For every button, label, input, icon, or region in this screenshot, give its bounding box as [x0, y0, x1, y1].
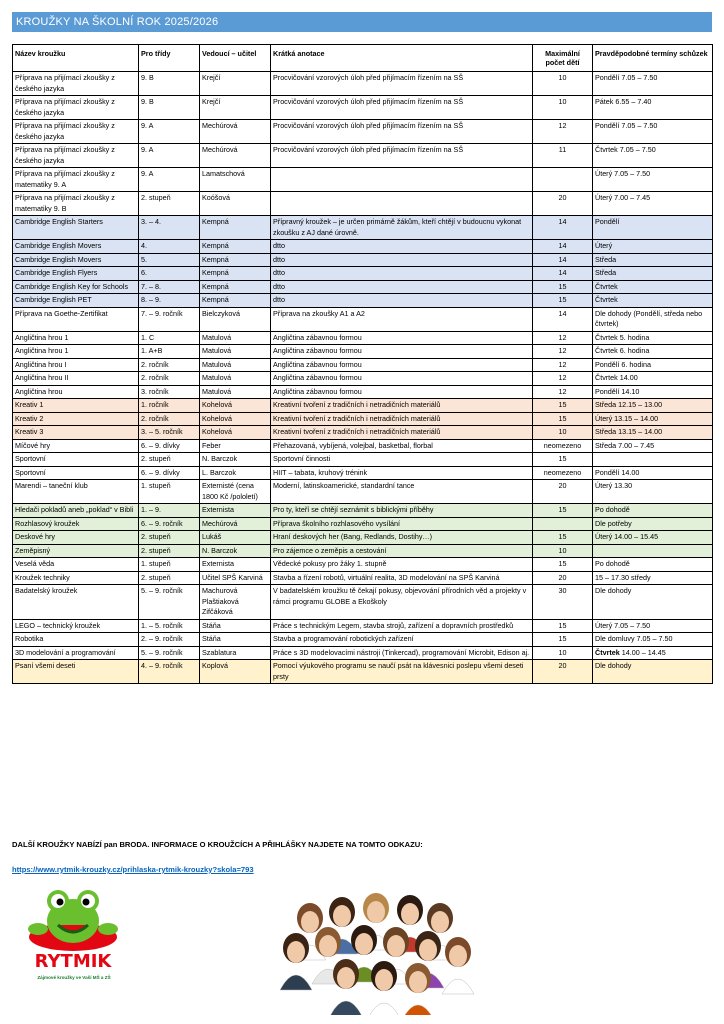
table-row [13, 504, 713, 518]
cell-name: Angličtina hrou 1 [13, 331, 139, 345]
cell-leader: Mechúrová [200, 517, 271, 531]
cell-grades: 3. ročník [139, 385, 200, 399]
cell-grades: 9. A [139, 144, 200, 168]
header-name: Název kroužku [13, 45, 139, 72]
cell-name: Psaní všemi deseti [13, 660, 139, 684]
cell-leader: Matulová [200, 385, 271, 399]
cell-terms: Pondělí 7.05 – 7.50 [593, 72, 713, 96]
cell-name: Kroužek techniky [13, 571, 139, 585]
cell-name: Cambridge English PET [13, 294, 139, 308]
cell-annotation: Procvičování vzorových úloh před přijímacím řízením na SŠ [271, 72, 533, 96]
table-row [13, 120, 713, 144]
cell-name: Cambridge English Movers [13, 240, 139, 254]
cell-annotation: Pro ty, kteří se chtějí seznámit s biblickými příběhy [271, 504, 533, 518]
cell-leader: Kempná [200, 240, 271, 254]
table-row [13, 331, 713, 345]
frog-mascot-icon [18, 885, 128, 955]
cell-grades: 6. – 9. dívky [139, 439, 200, 453]
cell-max: 15 [533, 633, 593, 647]
table-row [13, 168, 713, 192]
cell-annotation: Angličtina zábavnou formou [271, 358, 533, 372]
cell-name: LEGO – technický kroužek [13, 619, 139, 633]
logo-tagline: Zájmové kroužky ve Vaší MŠ a ZŠ [37, 975, 111, 980]
cell-grades: 4. – 9. ročník [139, 660, 200, 684]
cell-name: Sportovní [13, 466, 139, 480]
table-row [13, 517, 713, 531]
header-leader: Vedoucí – učitel [200, 45, 271, 72]
cell-leader: Lukáš [200, 531, 271, 545]
cell-annotation: Příprava na zkoušky A1 a A2 [271, 307, 533, 331]
table-row [13, 216, 713, 240]
cell-name: Rozhlasový kroužek [13, 517, 139, 531]
cell-grades: 3. – 5. ročník [139, 426, 200, 440]
cell-grades: 7. – 8. [139, 280, 200, 294]
cell-terms: Dle domluvy 7.05 – 7.50 [593, 633, 713, 647]
group-photo [272, 880, 477, 1015]
cell-leader: Externisté (cena 1800 Kč /pololetí) [200, 480, 271, 504]
cell-name: Míčové hry [13, 439, 139, 453]
cell-leader: Feber [200, 439, 271, 453]
table-row [13, 558, 713, 572]
cell-max: 15 [533, 294, 593, 308]
page-banner [12, 12, 712, 32]
table-row [13, 585, 713, 620]
cell-annotation: Stavba a programování robotických zařízení [271, 633, 533, 647]
table-row [13, 633, 713, 647]
logo-wordmark: RYTMIK [34, 951, 112, 972]
cell-max: 20 [533, 480, 593, 504]
cell-annotation: Angličtina zábavnou formou [271, 385, 533, 399]
cell-max [533, 517, 593, 531]
cell-name: Badatelský kroužek [13, 585, 139, 620]
cell-grades: 2. stupeň [139, 192, 200, 216]
cell-grades: 5. – 9. ročník [139, 585, 200, 620]
cell-max: 11 [533, 144, 593, 168]
cell-max: 10 [533, 96, 593, 120]
cell-terms: Úterý 7.05 – 7.50 [593, 168, 713, 192]
cell-grades: 2. stupeň [139, 544, 200, 558]
cell-name: Příprava na přijímací zkoušky z českého jazyka [13, 72, 139, 96]
cell-max: 15 [533, 531, 593, 545]
table-row [13, 307, 713, 331]
cell-max: 12 [533, 358, 593, 372]
cell-name: Cambridge English Movers [13, 253, 139, 267]
cell-grades: 7. – 9. ročník [139, 307, 200, 331]
cell-grades: 2. ročník [139, 358, 200, 372]
cell-grades: 9. B [139, 96, 200, 120]
cell-grades: 1. – 9. [139, 504, 200, 518]
cell-terms: Úterý 7.05 – 7.50 [593, 619, 713, 633]
cell-terms: Pondělí 7.05 – 7.50 [593, 120, 713, 144]
cell-max: 10 [533, 426, 593, 440]
cell-annotation: dtto [271, 267, 533, 281]
cell-leader: Matulová [200, 345, 271, 359]
table-row [13, 267, 713, 281]
cell-leader: Matulová [200, 358, 271, 372]
table-row [13, 660, 713, 684]
cell-name: Marendi – taneční klub [13, 480, 139, 504]
header-max: Maximální počet dětí [533, 45, 593, 72]
header-annotation: Krátká anotace [271, 45, 533, 72]
cell-name: Kreativ 3 [13, 426, 139, 440]
cell-name: Příprava na přijímací zkoušky z českého jazyka [13, 120, 139, 144]
cell-annotation: dtto [271, 294, 533, 308]
cell-annotation: Pro zájemce o zeměpis a cestování [271, 544, 533, 558]
cell-terms: Čtvrtek 5. hodina [593, 331, 713, 345]
registration-link[interactable]: https://www.rytmik-krouzky.cz/prihlaska-rytmik-krouzky?skola=793 [12, 865, 254, 874]
cell-leader: Kempná [200, 280, 271, 294]
cell-leader: Koplová [200, 660, 271, 684]
cell-annotation [271, 192, 533, 216]
cell-terms: Středa 12.15 – 13.00 [593, 399, 713, 413]
cell-terms: Středa [593, 267, 713, 281]
table-row [13, 372, 713, 386]
cell-leader: Mechúrová [200, 144, 271, 168]
table-row [13, 72, 713, 96]
cell-grades: 5. – 9. ročník [139, 646, 200, 660]
cell-grades: 4. [139, 240, 200, 254]
cell-leader: Kohelová [200, 399, 271, 413]
cell-name: Deskové hry [13, 531, 139, 545]
cell-terms: Úterý 13.15 – 14.00 [593, 412, 713, 426]
rytmik-logo [18, 885, 128, 1000]
cell-annotation: Sportovní činnosti [271, 453, 533, 467]
cell-grades: 6. – 9. ročník [139, 517, 200, 531]
cell-max: 10 [533, 646, 593, 660]
cell-terms: Dle dohody [593, 660, 713, 684]
cell-max: 20 [533, 192, 593, 216]
cell-max: 12 [533, 385, 593, 399]
cell-grades: 2. ročník [139, 412, 200, 426]
cell-grades: 1. C [139, 331, 200, 345]
cell-terms: Dle dohody (Pondělí, středa nebo čtvrtek) [593, 307, 713, 331]
cell-terms: Čtvrtek 7.05 – 7.50 [593, 144, 713, 168]
cell-grades: 9. B [139, 72, 200, 96]
cell-annotation: Kreativní tvoření z tradičních i netradičních materiálů [271, 399, 533, 413]
cell-max: 30 [533, 585, 593, 620]
cell-name: 3D modelování a programování [13, 646, 139, 660]
cell-annotation: Vědecké pokusy pro žáky 1. stupně [271, 558, 533, 572]
cell-leader: Krejčí [200, 96, 271, 120]
table-header-row [13, 45, 713, 72]
cell-terms: Pátek 6.55 – 7.40 [593, 96, 713, 120]
cell-terms: Čtvrtek 6. hodina [593, 345, 713, 359]
cell-terms: Středa 7.00 – 7.45 [593, 439, 713, 453]
cell-leader: Bielczyková [200, 307, 271, 331]
table-row [13, 619, 713, 633]
cell-terms: Středa 13.15 – 14.00 [593, 426, 713, 440]
cell-max: 15 [533, 280, 593, 294]
cell-terms: Po dohodě [593, 504, 713, 518]
cell-terms: Úterý 13.30 [593, 480, 713, 504]
cell-name: Zeměpisný [13, 544, 139, 558]
header-grades: Pro třídy [139, 45, 200, 72]
table-row [13, 345, 713, 359]
cell-terms [593, 453, 713, 467]
cell-leader: Krejčí [200, 72, 271, 96]
table-row [13, 294, 713, 308]
cell-name: Veselá věda [13, 558, 139, 572]
cell-grades: 1. A+B [139, 345, 200, 359]
cell-name: Angličtina hrou [13, 385, 139, 399]
cell-name: Angličtina hrou I [13, 358, 139, 372]
cell-annotation: Angličtina zábavnou formou [271, 372, 533, 386]
cell-annotation: Přípravný kroužek – je určen primárně žákům, kteří chtějí v budoucnu vykonat zkoušku z AJ dané úrovně. [271, 216, 533, 240]
footer-note: DALŠÍ KROUŽKY NABÍZÍ pan BRODA. INFORMACE O KROUŽCÍCH A PŘIHLÁŠKY NAJDETE NA TOMTO ODKAZU: [12, 840, 423, 849]
cell-terms: Čtvrtek 14.00 [593, 372, 713, 386]
cell-max: 15 [533, 453, 593, 467]
cell-name: Příprava na přijímací zkoušky z matematiky 9. B [13, 192, 139, 216]
cell-max: 15 [533, 619, 593, 633]
cell-name: Kreativ 2 [13, 412, 139, 426]
table-row [13, 453, 713, 467]
cell-annotation: Angličtina zábavnou formou [271, 331, 533, 345]
cell-leader: Kempná [200, 253, 271, 267]
cell-max [533, 168, 593, 192]
cell-max: 20 [533, 660, 593, 684]
cell-grades: 8. – 9. [139, 294, 200, 308]
cell-name: Cambridge English Starters [13, 216, 139, 240]
table-row [13, 466, 713, 480]
table-row [13, 358, 713, 372]
cell-name: Kreativ 1 [13, 399, 139, 413]
cell-name: Příprava na přijímací zkoušky z českého jazyka [13, 96, 139, 120]
cell-annotation: Práce s technickým Legem, stavba strojů, zařízení a dopravních prostředků [271, 619, 533, 633]
cell-annotation: Příprava školního rozhlasového vysílání [271, 517, 533, 531]
cell-name: Hledači pokladů aneb „poklad“ v Bibli [13, 504, 139, 518]
group-photo-women-icon [272, 880, 477, 1015]
cell-terms: Dle potřeby [593, 517, 713, 531]
cell-annotation: Procvičování vzorových úloh před přijímacím řízením na SŠ [271, 144, 533, 168]
cell-leader: N. Barczok [200, 453, 271, 467]
header-terms: Pravděpodobné termíny schůzek [593, 45, 713, 72]
cell-grades: 1. stupeň [139, 480, 200, 504]
cell-max: 14 [533, 240, 593, 254]
cell-terms: Pondělí 14.10 [593, 385, 713, 399]
cell-annotation: dtto [271, 280, 533, 294]
cell-max: 12 [533, 372, 593, 386]
cell-terms: Pondělí 6. hodina [593, 358, 713, 372]
cell-annotation: Procvičování vzorových úloh před přijímacím řízením na SŠ [271, 96, 533, 120]
cell-max: 15 [533, 558, 593, 572]
table-row [13, 412, 713, 426]
cell-terms: Úterý 14.00 – 15.45 [593, 531, 713, 545]
cell-grades: 6. [139, 267, 200, 281]
cell-leader: Matulová [200, 331, 271, 345]
table-row [13, 399, 713, 413]
table-row [13, 426, 713, 440]
cell-grades: 2. ročník [139, 372, 200, 386]
cell-annotation: HIIT – tabata, kruhový trénink [271, 466, 533, 480]
cell-max: neomezeno [533, 439, 593, 453]
cell-max: 10 [533, 544, 593, 558]
cell-name: Příprava na Goethe-Zertifikat [13, 307, 139, 331]
cell-terms [593, 544, 713, 558]
cell-annotation: Přehazovaná, vybíjená, volejbal, basketbal, florbal [271, 439, 533, 453]
cell-annotation: Kreativní tvoření z tradičních i netradičních materiálů [271, 426, 533, 440]
cell-annotation: Hraní deskových her (Bang, Redlands, Dostihy…) [271, 531, 533, 545]
cell-leader: Kempná [200, 216, 271, 240]
cell-terms: Dle dohody [593, 585, 713, 620]
cell-grades: 6. – 9. dívky [139, 466, 200, 480]
cell-max: 14 [533, 307, 593, 331]
cell-name: Angličtina hrou II [13, 372, 139, 386]
cell-max: 14 [533, 253, 593, 267]
page-title: KROUŽKY NA ŠKOLNÍ ROK 2025/2026 [16, 16, 219, 28]
cell-annotation: dtto [271, 253, 533, 267]
cell-leader: Kempná [200, 294, 271, 308]
table-row [13, 240, 713, 254]
table-row [13, 385, 713, 399]
table-row [13, 646, 713, 660]
cell-annotation: Stavba a řízení robotů, virtuální realita, 3D modelování na SPŠ Karviná [271, 571, 533, 585]
cell-leader: Mechúrová [200, 120, 271, 144]
cell-annotation: dtto [271, 240, 533, 254]
cell-leader: Stáňa [200, 633, 271, 647]
table-row [13, 192, 713, 216]
cell-grades: 9. A [139, 120, 200, 144]
table-row [13, 96, 713, 120]
cell-leader: Externista [200, 504, 271, 518]
cell-name: Cambridge English Key for Schools [13, 280, 139, 294]
cell-annotation: Moderní, latinskoamerické, standardní tance [271, 480, 533, 504]
cell-grades: 9. A [139, 168, 200, 192]
cell-grades: 1. – 5. ročník [139, 619, 200, 633]
cell-terms: Úterý 7.00 – 7.45 [593, 192, 713, 216]
cell-terms: Čtvrtek [593, 294, 713, 308]
cell-terms: Čtvrtek [593, 280, 713, 294]
cell-terms: Pondělí [593, 216, 713, 240]
cell-terms: Po dohodě [593, 558, 713, 572]
cell-leader: Lamatschová [200, 168, 271, 192]
cell-terms: Pondělí 14.00 [593, 466, 713, 480]
cell-grades: 1. stupeň [139, 558, 200, 572]
cell-max: 10 [533, 72, 593, 96]
table-row [13, 144, 713, 168]
cell-grades: 2. stupeň [139, 453, 200, 467]
cell-name: Příprava na přijímací zkoušky z českého jazyka [13, 144, 139, 168]
table-row [13, 571, 713, 585]
cell-max: 15 [533, 412, 593, 426]
cell-terms: Úterý [593, 240, 713, 254]
table-row [13, 531, 713, 545]
cell-leader: Matulová [200, 372, 271, 386]
cell-leader: Machurová Plaštiaková Zifčáková [200, 585, 271, 620]
cell-max: 14 [533, 267, 593, 281]
term-day: Čtvrtek [595, 647, 620, 657]
cell-grades: 3. – 4. [139, 216, 200, 240]
cell-max: 12 [533, 331, 593, 345]
cell-annotation: V badatelském kroužku tě čekají pokusy, objevování přírodních věd a projekty v rámci programu GLOBE a Ekoškoly [271, 585, 533, 620]
cell-name: Sportovní [13, 453, 139, 467]
cell-terms: Středa [593, 253, 713, 267]
cell-max: 12 [533, 345, 593, 359]
cell-max: 14 [533, 216, 593, 240]
cell-terms: Čtvrtek 14.00 – 14.45 [593, 646, 713, 660]
cell-leader: Kempná [200, 267, 271, 281]
cell-grades: 5. [139, 253, 200, 267]
cell-annotation: Práce s 3D modelovacími nástroji (Tinkercad), programování Microbit, Edison aj. [271, 646, 533, 660]
cell-annotation: Kreativní tvoření z tradičních i netradičních materiálů [271, 412, 533, 426]
cell-max: 15 [533, 504, 593, 518]
cell-annotation: Angličtina zábavnou formou [271, 345, 533, 359]
cell-leader: N. Barczok [200, 544, 271, 558]
cell-leader: Kohelová [200, 426, 271, 440]
table-row [13, 439, 713, 453]
cell-leader: Učitel SPŠ Karviná [200, 571, 271, 585]
table-row [13, 544, 713, 558]
cell-leader: Kohelová [200, 412, 271, 426]
cell-leader: Szablatura [200, 646, 271, 660]
cell-max: neomezeno [533, 466, 593, 480]
cell-name: Angličtina hrou 1 [13, 345, 139, 359]
table-row [13, 280, 713, 294]
cell-leader: Koóšová [200, 192, 271, 216]
cell-grades: 2. – 9. ročník [139, 633, 200, 647]
cell-max: 12 [533, 120, 593, 144]
cell-grades: 1. ročník [139, 399, 200, 413]
cell-grades: 2. stupeň [139, 571, 200, 585]
cell-max: 20 [533, 571, 593, 585]
cell-leader: L. Barczok [200, 466, 271, 480]
cell-max: 15 [533, 399, 593, 413]
cell-leader: Stáňa [200, 619, 271, 633]
cell-terms: 15 – 17.30 středy [593, 571, 713, 585]
cell-name: Příprava na přijímací zkoušky z matematiky 9. A [13, 168, 139, 192]
cell-annotation: Pomocí výukového programu se naučí psát na klávesnici poslepu všemi deseti prsty [271, 660, 533, 684]
cell-annotation: Procvičování vzorových úloh před přijímacím řízením na SŠ [271, 120, 533, 144]
table-row [13, 480, 713, 504]
cell-name: Cambridge English Flyers [13, 267, 139, 281]
clubs-table [12, 44, 713, 684]
cell-name: Robotika [13, 633, 139, 647]
cell-leader: Externista [200, 558, 271, 572]
cell-grades: 2. stupeň [139, 531, 200, 545]
cell-annotation [271, 168, 533, 192]
table-row [13, 253, 713, 267]
